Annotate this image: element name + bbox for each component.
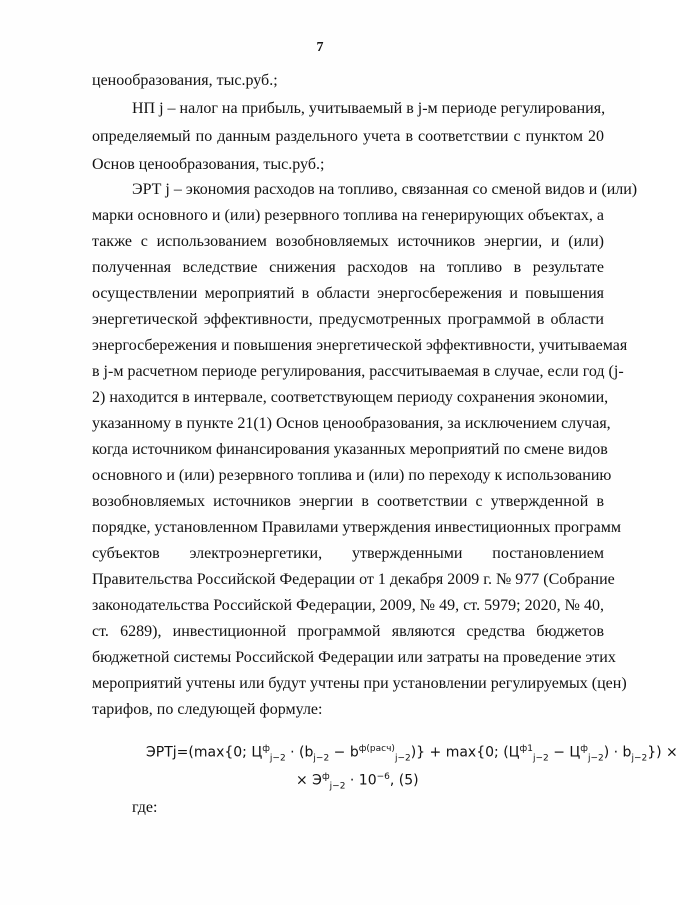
formula-sup: ф1: [519, 744, 533, 754]
text-line: когда источником финансирования указанных мероприятий по смене видов: [92, 441, 608, 458]
formula-text: − Ц: [548, 744, 581, 761]
text-line: 2) находится в интервале, соответствующем периоду сохранения экономии,: [92, 389, 609, 406]
formula-text: · 10: [345, 772, 377, 789]
formula-label: , (5): [389, 772, 419, 789]
formula-sub: j−2: [269, 753, 286, 764]
text-line: бюджетной системы Российской Федерации или затраты на проведение этих: [92, 649, 616, 666]
text-line: НП j – налог на прибыль, учитываемый в j-м периоде регулирования,: [132, 100, 606, 117]
text-line: возобновляемых источников энергии в соответствии с утвержденной в: [92, 493, 604, 510]
text-line: Правительства Российской Федерации от 1 декабря 2009 г. № 977 (Собрание: [92, 571, 615, 588]
formula-text: − b: [329, 744, 359, 761]
text-line: законодательства Российской Федерации, 2009, № 49, ст. 5979; 2020, № 40,: [92, 597, 604, 614]
formula-line-2: [296, 766, 419, 797]
text-line: энергосбережения и повышения энергетической эффективности, учитываемая: [92, 337, 628, 354]
formula-line-1: [146, 738, 678, 769]
formula-sub: j−2: [329, 781, 346, 792]
text-line: определяемый по данным раздельного учета в соответствии с пунктом 20: [92, 128, 604, 145]
text-line: энергетической эффективности, предусмотренных программой в области: [92, 311, 604, 328]
formula-sub: j−2: [532, 753, 549, 764]
formula-text: ) · b: [603, 744, 632, 761]
formula-sub: j−2: [313, 753, 330, 764]
where-label: где:: [132, 799, 158, 816]
text-line: порядке, установленном Правилами утверждения инвестиционных программ: [92, 519, 621, 536]
formula-sup: ф: [580, 744, 588, 754]
text-line: Основ ценообразования, тыс.руб.;: [92, 156, 325, 173]
text-line: ценообразования, тыс.руб.;: [92, 72, 278, 89]
text-line: полученная вследствие снижения расходов на топливо в результате: [92, 259, 604, 276]
formula-sub: j−2: [631, 753, 648, 764]
formula-text: }) ×: [647, 744, 678, 761]
formula-sup: ф: [262, 744, 270, 754]
formula-text: )} + max{0; (Ц: [410, 744, 520, 761]
text-line: также с использованием возобновляемых источников энергии, и (или): [92, 233, 604, 250]
text-line: марки основного и (или) резервного топлива на генерирующих объектах, а: [92, 207, 604, 224]
formula-sub: j−2: [587, 753, 604, 764]
text-line: ст. 6289), инвестиционной программой являются средства бюджетов: [92, 623, 604, 640]
text-line: субъектов электроэнергетики, утвержденными постановлением: [92, 545, 604, 562]
text-line: указанному в пункте 21(1) Основ ценообразования, за исключением случая,: [92, 415, 611, 432]
formula-text: · (b: [285, 744, 314, 761]
page-number: 7: [316, 40, 324, 55]
text-line: ЭРТ j – экономия расходов на топливо, связанная со сменой видов и (или): [132, 181, 638, 198]
text-line: мероприятий учтены или будут учтены при установлении регулируемых (цен): [92, 675, 627, 692]
formula-text: × Э: [296, 772, 322, 789]
formula-sup: −6: [376, 772, 390, 782]
text-line: в j-м расчетном периоде регулирования, рассчитываемая в случае, если год (j-: [92, 363, 624, 380]
formula-sup: ф: [321, 772, 330, 782]
text-line: основного и (или) резервного топлива и (или) по переходу к использованию: [92, 467, 612, 484]
text-line: осуществлении мероприятий в области энергосбережения и повышения: [92, 285, 604, 302]
formula-sup: ф(расч): [358, 744, 395, 754]
formula-sub: j−2: [394, 753, 411, 764]
formula-text: ЭРТj=(max{0; Ц: [146, 744, 263, 761]
text-line: тарифов, по следующей формуле:: [92, 701, 323, 718]
